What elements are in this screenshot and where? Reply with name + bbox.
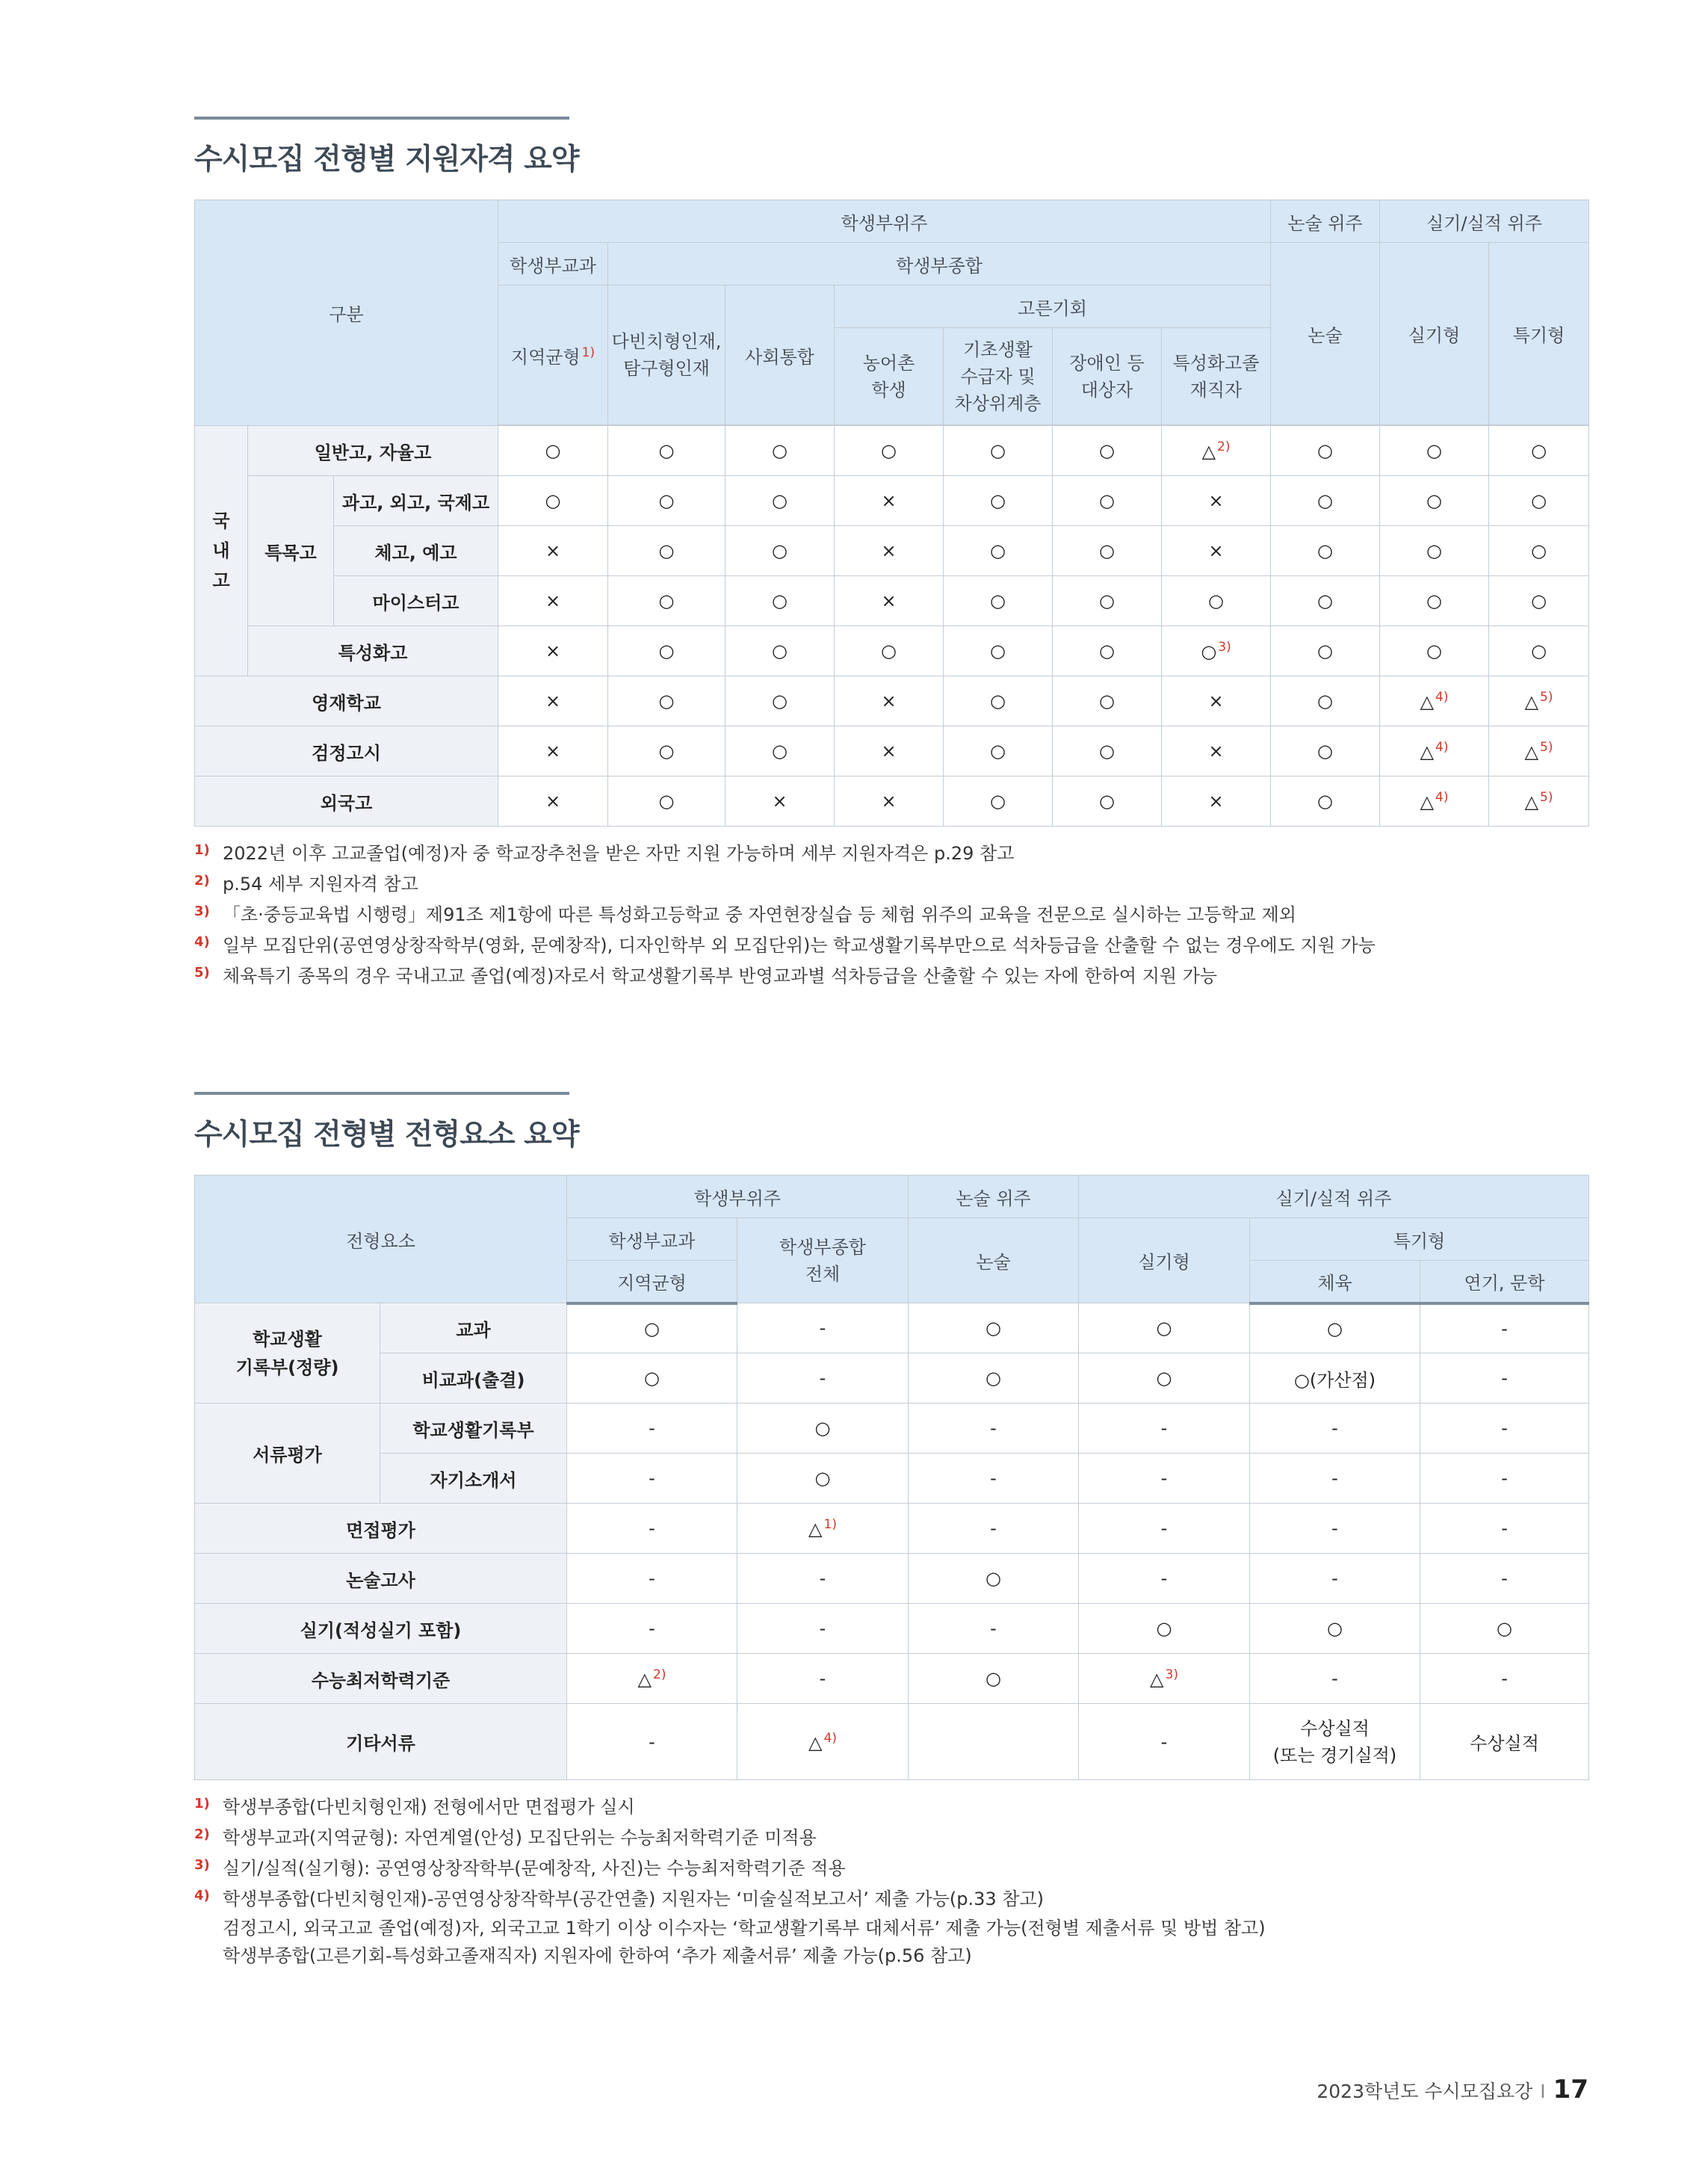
table-cell: ○ [608,426,725,476]
table-row [195,676,1589,726]
table-cell: ○ [944,626,1053,676]
table-cell: × [835,576,944,626]
table-row [195,1303,1589,1353]
footnote-continuation: 검정고시, 외국고교 졸업(예정)자, 외국고교 1학기 이상 이수자는 ‘학교생활기록부 대체서류’ 제출 가능(전형별 제출서류 및 방법 참고) [223,1918,1266,1939]
footer-divider: I [1540,2081,1546,2102]
table-cell: △ $^{4)}$ [1380,726,1489,776]
table-cell: ○ [944,426,1053,476]
table-cell: - [909,1454,1079,1504]
table-cell: ○ [909,1353,1079,1403]
header-silgihyeong: 실기형 [1079,1218,1250,1303]
table-cell: ○ [1380,576,1489,626]
row-label: 자기소개서 [380,1454,567,1504]
table-row [195,576,1589,626]
header-goreun: 고른기회 [835,285,1271,328]
header-teuksunghwa: 특성화고졸 재직자 [1162,328,1271,425]
table-row [195,726,1589,776]
table-cell: × [1162,676,1271,726]
header-element: 전형요소 [195,1176,567,1303]
table-cell: - [737,1654,909,1704]
section-rule [194,117,569,120]
table-row [195,1604,1589,1654]
table-row [195,1454,1589,1504]
header-jiyeok: 지역균형 $^{1)}$ [498,285,608,425]
table-cell: - [567,1704,737,1780]
table-cell: ○ [1079,1353,1250,1403]
table-cell: × [498,776,608,827]
table-cell: - [1420,1403,1589,1454]
header-nonsul-group: 논술 위주 [1271,200,1380,243]
table-cell: ○ [1053,626,1162,676]
table-cell: × [835,726,944,776]
row-label: 교과 [380,1303,567,1353]
row-label: 수능최저학력기준 [195,1654,567,1704]
table-cell: × [498,676,608,726]
table-cell: ○ [909,1303,1079,1353]
header-silgi-group: 실기/실적 위주 [1079,1176,1589,1218]
table-cell: ○ [1053,426,1162,476]
row-label: 영재학교 [195,676,498,726]
table-cell: ○ [1271,526,1380,576]
header-silgi-group: 실기/실적 위주 [1380,200,1589,243]
table-cell: ○ [835,626,944,676]
footnote: 5) 체육특기 종목의 경우 국내고교 졸업(예정)자로서 학교생활기록부 반영교과별 석차등급을 산출할 수 있는 자에 한하여 지원 가능 [194,965,1218,986]
footer-title: 2023학년도 수시모집요강 [1316,2081,1533,2102]
table-cell: ○ [1489,476,1589,526]
table-cell: ○ [1380,476,1489,526]
table-cell: - [567,1403,737,1454]
table-cell: - [567,1604,737,1654]
table-row [195,1654,1589,1704]
table-cell: ○ [1053,526,1162,576]
row-label: 일반고, 자율고 [248,426,498,476]
row-label: 특성화고 [248,626,498,676]
row-label: 체고, 예고 [334,526,498,576]
table-cell: ○ [567,1353,737,1403]
table-cell: ○ [725,576,835,626]
table-cell: ○ [1271,676,1380,726]
table-cell: - [909,1403,1079,1454]
header-sahoe: 사회통합 [725,285,835,425]
header-saengbu: 학생부위주 [498,200,1271,243]
table-cell: ○ $^{3)}$ [1162,626,1271,676]
table-cell: ○ [608,476,725,526]
table-cell: ○ [608,676,725,726]
table-cell [909,1704,1079,1780]
header-cheyuk: 체육 [1250,1261,1420,1303]
table-cell: △ $^{1)}$ [737,1504,909,1554]
section-eligibility [194,117,1588,992]
section-title: 수시모집 전형별 전형요소 요약 [194,1118,579,1152]
header-teukgi: 특기형 [1250,1218,1589,1261]
table-cell: 수상실적 (또는 경기실적) [1250,1704,1420,1780]
table-cell: - [909,1604,1079,1654]
table-cell: ○ [1271,426,1380,476]
table-row [195,776,1589,827]
header-silgihyeong: 실기형 [1380,243,1489,425]
table-cell: × [1162,526,1271,576]
table-cell: - [1420,1454,1589,1504]
footnote: 4) 일부 모집단위(공연영상창작학부(영화, 문예창작), 디자인학부 외 모집단위)는 학교생활기록부만으로 석차등급을 산출할 수 없는 경우에도 지원 가능 [194,934,1376,956]
table-cell: △ $^{2)}$ [567,1654,737,1704]
table-cell: - [1420,1353,1589,1403]
table-cell: × [835,526,944,576]
table-cell: ○ [1489,526,1589,576]
table-cell: ○ [608,526,725,576]
footnote: 1) 2022년 이후 고교졸업(예정)자 중 학교장추천을 받은 자만 지원 가능하며 세부 지원자격은 p.29 참고 [194,842,1015,864]
table-cell: 수상실적 [1420,1704,1589,1780]
table-cell: ○ [1079,1604,1250,1654]
table-cell: × [1162,776,1271,827]
table-cell: ○ [725,726,835,776]
row-label: 실기(적성실기 포함) [195,1604,567,1654]
table-cell: △ $^{4)}$ [1380,676,1489,726]
table-cell: ○ [498,476,608,526]
table-cell: ○ [1271,476,1380,526]
row-label: 기타서류 [195,1704,567,1780]
table-cell: ○ [1162,576,1271,626]
table-cell: ○ [1250,1303,1420,1353]
table-row [195,1504,1589,1554]
table-cell: ○ [909,1654,1079,1704]
footnote: 2) p.54 세부 지원자격 참고 [194,873,418,895]
footnote: 3) 실기/실적(실기형): 공연영상창작학부(문예창작, 사진)는 수능최저학력기준 적용 [194,1857,846,1879]
row-label: 학교생활기록부 [380,1403,567,1454]
page-footer [1316,2075,1588,2104]
table-cell: - [1079,1704,1250,1780]
table-cell: - [737,1554,909,1604]
table-cell: △ $^{5)}$ [1489,776,1589,827]
table-cell: × [835,676,944,726]
table-cell: ○ [1380,526,1489,576]
table-cell: ○ [737,1403,909,1454]
table-cell: △ $^{5)}$ [1489,726,1589,776]
row-label: 면접평가 [195,1504,567,1554]
table-cell: - [1250,1554,1420,1604]
row-label: 논술고사 [195,1554,567,1604]
table-cell: × [498,726,608,776]
header-nonsul-group: 논술 위주 [909,1176,1079,1218]
table-cell: - [1250,1403,1420,1454]
table-cell: - [737,1303,909,1353]
table-cell: ○ [1420,1604,1589,1654]
table-cell: ○ [1053,576,1162,626]
table-cell: - [1420,1554,1589,1604]
table-cell: - [1250,1454,1420,1504]
table-cell: ○ [1053,726,1162,776]
row-label: 과고, 외고, 국제고 [334,476,498,526]
table-cell: △ $^{4)}$ [737,1704,909,1780]
header-jonghap: 학생부종합 전체 [737,1218,909,1303]
header-jangae: 장애인 등 대상자 [1053,328,1162,425]
table-row [195,1353,1589,1403]
table-row [195,1704,1589,1780]
table-row [195,526,1589,576]
section-title: 수시모집 전형별 지원자격 요약 [194,143,579,176]
header-jonghap: 학생부종합 [608,243,1271,285]
table-cell: ○ [608,626,725,676]
table-cell: △ $^{5)}$ [1489,676,1589,726]
table-cell: ○ [608,576,725,626]
table-cell: ○ [1271,626,1380,676]
table-cell: △ $^{3)}$ [1079,1654,1250,1704]
header-teukgi: 특기형 [1489,243,1589,425]
table-cell: × [498,626,608,676]
header-jiyeok: 지역균형 [567,1261,737,1303]
table-row [195,476,1589,526]
table-cell: ○ [1489,576,1589,626]
table-cell: - [1420,1504,1589,1554]
table-cell: ○ [944,526,1053,576]
table-cell: ○ [1250,1604,1420,1654]
table-cell: × [498,576,608,626]
table-cell: ○ [1053,776,1162,827]
footnote: 3) 「초·중등교육법 시행령」제91조 제1항에 따른 특성화고등학교 중 자연현장실습 등 체험 위주의 교육을 전문으로 실시하는 고등학교 제외 [194,904,1296,925]
group-teukmok: 특목고 [248,476,334,626]
table-cell: ○ [944,726,1053,776]
table-cell: - [1079,1454,1250,1504]
table-cell: ○ [1380,426,1489,476]
table-cell: × [725,776,835,827]
table-cell: ○ [725,426,835,476]
table-cell: - [1250,1504,1420,1554]
header-gyogwa: 학생부교과 [567,1218,737,1261]
table-cell: ○ [1053,676,1162,726]
table-cell: ○ [567,1303,737,1353]
footnotes [194,839,1588,992]
group-record: 학교생활 기록부(정량) [195,1303,380,1403]
table-cell: - [1079,1504,1250,1554]
table-cell: ○ [608,726,725,776]
table-cell: ○ [944,676,1053,726]
table-cell: - [567,1504,737,1554]
table-cell: × [835,476,944,526]
group-docs: 서류평가 [195,1403,380,1504]
table-cell: - [737,1604,909,1654]
footnote: 1) 학생부종합(다빈치형인재) 전형에서만 면접평가 실시 [194,1796,635,1818]
header-gicho: 기초생활 수급자 및 차상위계층 [944,328,1053,425]
table-cell: - [909,1504,1079,1554]
eligibility-table [194,200,1589,827]
table-cell: ○ [1079,1303,1250,1353]
footnote: 2) 학생부교과(지역균형): 자연계열(안성) 모집단위는 수능최저학력기준 미적용 [194,1826,817,1848]
header-dabinchi: 다빈치형인재, 탐구형인재 [608,285,725,425]
row-label: 검정고시 [195,726,498,776]
section-elements [194,1092,1588,1970]
table-cell: - [1079,1403,1250,1454]
section-rule [194,1092,569,1095]
row-label: 마이스터고 [334,576,498,626]
header-saengbu: 학생부위주 [567,1176,909,1218]
table-cell: △ $^{2)}$ [1162,426,1271,476]
table-cell: - [567,1554,737,1604]
table-cell: ○ [835,426,944,476]
table-cell: ○ [608,776,725,827]
header-nongeochon: 농어촌 학생 [835,328,944,425]
table-cell: - [1420,1654,1589,1704]
table-cell: ○(가산점) [1250,1353,1420,1403]
table-cell: - [1250,1654,1420,1704]
table-cell: ○ [725,676,835,726]
table-cell: × [1162,726,1271,776]
table-cell: ○ [1271,776,1380,827]
row-label: 비교과(출결) [380,1353,567,1403]
table-cell: ○ [944,576,1053,626]
footnotes [194,1792,1588,1970]
table-row [195,1554,1589,1604]
table-cell: - [567,1454,737,1504]
table-cell: ○ [1489,426,1589,476]
table-cell: × [498,526,608,576]
header-gyogwa: 학생부교과 [498,243,608,285]
table-cell: ○ [1271,726,1380,776]
table-cell: ○ [498,426,608,476]
table-cell: △ $^{4)}$ [1380,776,1489,827]
table-cell: - [737,1353,909,1403]
table-cell: ○ [944,776,1053,827]
elements-table [194,1175,1589,1780]
table-cell: - [1420,1303,1589,1353]
table-cell: ○ [725,476,835,526]
table-cell: ○ [1271,576,1380,626]
header-nonsul: 논술 [909,1218,1079,1303]
row-label: 외국고 [195,776,498,827]
table-cell: ○ [737,1454,909,1504]
table-row [195,1403,1589,1454]
table-cell: × [835,776,944,827]
footnote-continuation: 학생부종합(고른기회-특성화고졸재직자) 지원자에 한하여 ‘추가 제출서류’ 제출 가능(p.56 참고) [223,1945,972,1966]
table-row [195,626,1589,676]
table-cell: ○ [909,1554,1079,1604]
footnote: 4) 학생부종합(다빈치형인재)-공연영상창작학부(공간연출) 지원자는 ‘미술실적보고서’ 제출 가능(p.33 참고) [194,1888,1045,1909]
page-number: 17 [1553,2075,1588,2104]
table-cell: ○ [725,626,835,676]
table-cell: ○ [1053,476,1162,526]
table-cell: - [1079,1554,1250,1604]
table-cell: ○ [944,476,1053,526]
header-yeongi: 연기, 문학 [1420,1261,1589,1303]
table-cell: × [1162,476,1271,526]
header-gubun: 구분 [195,200,498,426]
table-cell: ○ [725,526,835,576]
group-domestic: 국 내 고 [195,426,248,676]
table-row [195,426,1589,476]
table-cell: ○ [1489,626,1589,676]
header-nonsul: 논술 [1271,243,1380,425]
table-cell: ○ [1380,626,1489,676]
